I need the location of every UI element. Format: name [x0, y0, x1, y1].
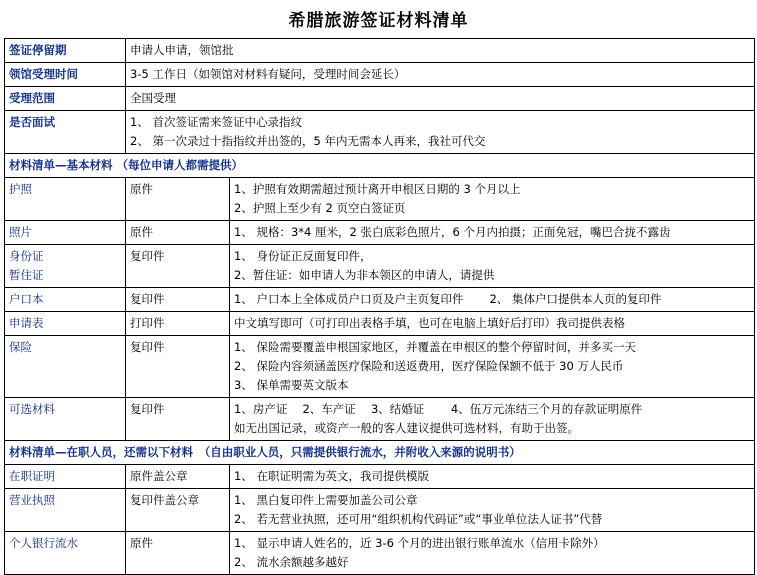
material-type: 复印件	[126, 398, 230, 441]
material-name	[5, 178, 126, 221]
material-name-text: 护照	[9, 182, 32, 196]
detail-line: 2、暂住证：如申请人为非本领区的申请人，请提供	[234, 268, 495, 282]
detail-line: 1、 显示申请人姓名的，近 3-6 个月的进出银行账单流水（信用卡除外）	[234, 536, 605, 550]
info-value	[126, 111, 755, 154]
info-text: 申请人申请，领馆批	[130, 43, 234, 57]
material-name-text: 户口本	[9, 292, 44, 306]
material-name-text: 营业执照	[9, 493, 55, 507]
material-detail	[230, 489, 755, 532]
material-detail	[230, 312, 755, 336]
info-text: 3-5 工作日（如领馆对材料有疑问，受理时间会延长）	[130, 67, 406, 81]
page-title: 希腊旅游签证材料清单	[288, 11, 469, 31]
detail-line: 1、护照有效期需超过预计离开申根区日期的 3 个月以上	[234, 182, 521, 196]
material-detail	[230, 336, 755, 398]
info-label: 受理范围	[5, 87, 126, 111]
detail-line: 身份证	[9, 249, 44, 263]
material-detail	[230, 178, 755, 221]
material-type: 复印件	[126, 245, 230, 288]
material-row	[5, 532, 755, 575]
info-row	[5, 111, 755, 154]
detail-line: 如无出国记录，或资产一般的客人建议提供可选材料，有助于出签。	[234, 421, 579, 435]
material-row	[5, 312, 755, 336]
checklist-table	[4, 38, 755, 575]
material-type: 原件	[126, 221, 230, 245]
detail-line: 1、 黑白复印件上需要加盖公司公章	[234, 493, 418, 507]
material-type: 原件盖公章	[126, 465, 230, 489]
section-header	[5, 154, 755, 178]
info-row	[5, 63, 755, 87]
material-detail	[230, 245, 755, 288]
detail-extra: 2、 集体户口提供本人页的复印件	[489, 292, 662, 306]
material-type: 原件	[126, 178, 230, 221]
material-name-text: 可选材料	[9, 402, 55, 416]
detail-line: 3、 保单需要英文版本	[234, 378, 349, 392]
material-detail	[230, 398, 755, 441]
material-name-text: 申请表	[9, 316, 44, 330]
material-name-text: 照片	[9, 225, 32, 239]
detail-line: 1、 首次签证需来签证中心录指纹	[130, 115, 302, 129]
material-type: 打印件	[126, 312, 230, 336]
info-row	[5, 39, 755, 63]
material-detail	[230, 532, 755, 575]
info-value	[126, 87, 755, 111]
material-name	[5, 312, 126, 336]
material-name	[5, 336, 126, 398]
info-label: 签证停留期	[5, 39, 126, 63]
material-name	[5, 489, 126, 532]
section-title: 材料清单—在职人员，还需以下材料 （自由职业人员，只需提供银行流水，并附收入来源的说明书）	[5, 441, 755, 465]
material-row	[5, 336, 755, 398]
info-value	[126, 39, 755, 63]
material-name	[5, 221, 126, 245]
info-label: 领馆受理时间	[5, 63, 126, 87]
detail-line: 2、 若无营业执照，还可用“组织机构代码证”或“事业单位法人证书”代替	[234, 512, 603, 526]
material-name-text: 个人银行流水	[9, 536, 78, 550]
detail-line: 1、 在职证明需为英文，我司提供模版	[234, 469, 429, 483]
material-row	[5, 178, 755, 221]
info-value	[126, 63, 755, 87]
material-row	[5, 221, 755, 245]
info-label: 是否面试	[5, 111, 126, 154]
material-detail	[230, 288, 755, 312]
info-text: 全国受理	[130, 91, 176, 105]
material-row	[5, 489, 755, 532]
material-name	[5, 245, 126, 288]
detail-line: 1、 户口本上全体成员户口页及户主页复印件	[234, 292, 464, 306]
material-type: 复印件	[126, 336, 230, 398]
detail-line: 暂住证	[9, 268, 44, 282]
material-type: 复印件	[126, 288, 230, 312]
material-type: 复印件盖公章	[126, 489, 230, 532]
material-name	[5, 288, 126, 312]
material-name-text: 在职证明	[9, 469, 55, 483]
detail-line: 2、 流水余额越多越好	[234, 555, 349, 569]
detail-line: 1、 规格：3*4 厘米，2 张白底彩色照片，6 个月内拍摄；正面免冠，嘴巴合拢不露齿	[234, 225, 671, 239]
detail-line: 2、 保险内容须涵盖医疗保险和送返费用，医疗保险保额不低于 30 万人民币	[234, 359, 624, 373]
detail-line: 2、 第一次录过十指指纹并出签的，5 年内无需本人再来，我社可代交	[130, 134, 486, 148]
material-name	[5, 398, 126, 441]
detail-line: 2、护照上至少有 2 页空白签证页	[234, 201, 406, 215]
material-detail	[230, 221, 755, 245]
material-type: 原件	[126, 532, 230, 575]
detail-line: 中文填写即可（可打印出表格手填，也可在电脑上填好后打印）我司提供表格	[234, 316, 625, 330]
section-header	[5, 441, 755, 465]
material-detail	[230, 465, 755, 489]
section-title: 材料清单—基本材料 （每位申请人都需提供）	[5, 154, 755, 178]
detail-line: 1、 身份证正反面复印件，	[234, 249, 372, 263]
material-row	[5, 398, 755, 441]
material-name	[5, 465, 126, 489]
material-row	[5, 465, 755, 489]
material-name-text: 保险	[9, 340, 32, 354]
material-row	[5, 245, 755, 288]
info-row	[5, 87, 755, 111]
material-name	[5, 532, 126, 575]
material-row	[5, 288, 755, 312]
detail-line: 1、房产证 2、车产证 3、结婚证 4、伍万元冻结三个月的存款证明原件	[234, 402, 643, 416]
detail-line: 1、 保险需要覆盖申根国家地区，并覆盖在申根区的整个停留时间，并多买一天	[234, 340, 636, 354]
